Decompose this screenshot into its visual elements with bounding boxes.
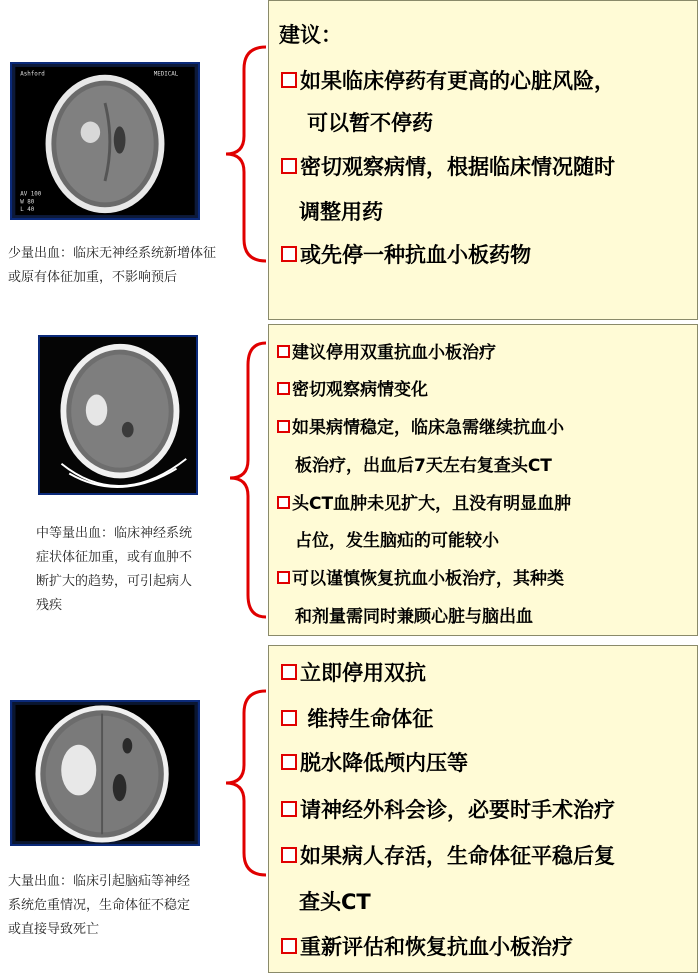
caption-line: 断扩大的趋势，可引起病人 [36,574,193,589]
caption-line: 症状体征加重，或有血肿不 [36,550,193,565]
recommendation-item: 或先停一种抗血小板药物 [281,239,531,269]
ct-overlay-text: MEDICAL [153,71,179,78]
checkbox-bullet-icon [281,710,297,726]
checkbox-bullet-icon [281,801,297,817]
caption-moderate-hemorrhage [36,522,256,618]
brace-2 [226,340,270,620]
recommendation-item-cont: 可以暂不停药 [307,111,433,135]
ct-scan-small-hemorrhage [10,62,200,220]
checkbox-bullet-icon [281,158,297,174]
checkbox-bullet-icon [281,246,297,262]
recommendation-item-cont: 占位，发生脑疝的可能较小 [295,531,499,551]
caption-line: 少量出血：临床无神经系统新增体征 [8,246,217,261]
recommendation-item: 如果临床停药有更高的心脏风险， [281,65,615,95]
recommendation-item: 头CT血肿未见扩大，且没有明显血肿 [277,489,571,514]
box-title: 建议： [279,23,342,47]
recommendation-box-2 [268,324,698,636]
recommendation-box-3 [268,645,698,973]
recommendation-item: 如果病人存活，生命体征平稳后复 [281,840,615,870]
recommendation-item: 立即停用双抗 [281,657,426,687]
checkbox-bullet-icon [281,847,297,863]
caption-line: 系统危重情况，生命体征不稳定 [8,898,191,913]
caption-large-hemorrhage [8,870,238,942]
ct-scan-moderate-hemorrhage [38,335,198,495]
recommendation-item-cont: 板治疗，出血后7天左右复查头CT [295,456,552,476]
ct-overlay-text: Ashford [20,71,45,78]
recommendation-item: 可以谨慎恢复抗血小板治疗，其种类 [277,564,564,589]
ct-scan-large-hemorrhage [10,700,200,846]
ct-overlay-text: L 40 [20,207,35,214]
recommendation-item: 如果病情稳定，临床急需继续抗血小 [277,413,564,438]
recommendation-box-1 [268,0,698,320]
recommendation-item: 脱水降低颅内压等 [281,747,468,777]
recommendation-item: 重新评估和恢复抗血小板治疗 [281,931,573,961]
checkbox-bullet-icon [281,754,297,770]
checkbox-bullet-icon [277,571,290,584]
ct-overlay-text: W 80 [20,199,35,206]
recommendation-item-cont: 调整用药 [299,200,383,224]
ct-overlay-text: AV 100 [20,191,42,198]
checkbox-bullet-icon [277,420,290,433]
recommendation-item: 建议停用双重抗血小板治疗 [277,338,496,363]
checkbox-bullet-icon [277,382,290,395]
checkbox-bullet-icon [277,496,290,509]
recommendation-item: 密切观察病情变化 [277,375,428,400]
recommendation-item: 维持生命体征 [281,703,433,733]
caption-line: 或原有体征加重，不影响预后 [8,270,178,285]
recommendation-item-cont: 查头CT [299,890,371,914]
checkbox-bullet-icon [281,72,297,88]
recommendation-item-cont: 和剂量需同时兼顾心脏与脑出血 [295,607,533,627]
checkbox-bullet-icon [281,938,297,954]
checkbox-bullet-icon [277,345,290,358]
caption-line: 中等量出血：临床神经系统 [36,526,193,541]
caption-line: 大量出血：临床引起脑疝等神经 [8,874,191,889]
recommendation-item: 密切观察病情，根据临床情况随时 [281,151,615,181]
brace-3 [222,688,270,878]
checkbox-bullet-icon [281,664,297,680]
brace-1 [222,44,270,264]
recommendation-item: 请神经外科会诊，必要时手术治疗 [281,794,615,824]
caption-line: 残疾 [36,598,63,613]
caption-line: 或直接导致死亡 [8,922,100,937]
